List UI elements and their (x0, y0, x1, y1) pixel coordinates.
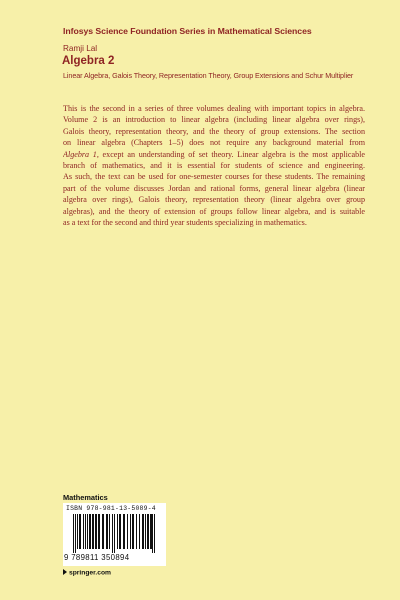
barcode-bar (85, 514, 86, 549)
barcode-guard-bar (73, 514, 74, 553)
description-line: branch of mathematics, and it is essential for students of science and engineering. (63, 161, 365, 171)
series-title: Infosys Science Foundation Series in Mathematical Sciences (63, 26, 312, 36)
description-line-with-italic (63, 149, 365, 160)
barcode-bar (83, 514, 84, 549)
description-line: as a text for the second and third year students specializing in mathematics. (63, 218, 307, 228)
author-name: Ramji Lal (63, 44, 98, 53)
publisher-url: springer.com (69, 569, 111, 577)
description-line-remainder: , except an understanding of set theory. Linear algebra is the most applicable (96, 149, 365, 159)
barcode-bar (98, 514, 100, 549)
barcode-bar (77, 514, 78, 549)
description-line: As such, the text can be used for one-semester courses for these students. The remaining (63, 172, 365, 182)
barcode-bar (127, 514, 128, 549)
barcode-bar (92, 514, 94, 549)
barcode-bar (139, 514, 140, 549)
barcode-bar (123, 514, 125, 549)
barcode-bar (109, 514, 110, 549)
description-line: algebras), and the theory of extension of groups follow linear algebra, and is suitable (63, 206, 365, 216)
barcode-bar (145, 514, 146, 549)
description-line: This is the second in a series of three volumes dealing with important topics in algebra. (63, 104, 365, 113)
barcode-bar (136, 514, 137, 549)
book-subtitle: Linear Algebra, Galois Theory, Representation Theory, Group Extensions and Schur Multiplier (63, 71, 354, 80)
book-description (63, 103, 365, 228)
barcode-bar (132, 514, 134, 549)
barcode-guard-bar (112, 514, 113, 553)
description-line: part of the volume discusses Jordan and rational forms, general linear algebra (linear (63, 183, 365, 193)
barcode-bar (119, 514, 121, 549)
barcode-digits: 9 789811 350894 (64, 553, 130, 562)
barcode-bar (106, 514, 108, 549)
barcode-guard-bar (75, 514, 76, 553)
barcode-bar (102, 514, 104, 549)
barcode-bar (150, 514, 152, 549)
description-line: Galois theory, representation theory, and the theory of group extensions. The section (63, 126, 365, 136)
barcode-bar (89, 514, 91, 549)
barcode-image (66, 514, 163, 553)
barcode-bar (142, 514, 144, 549)
right-triangle-arrow-icon (63, 569, 67, 575)
isbn-label: ISBN 978-981-13-5089-4 (66, 505, 156, 512)
barcode-bar (117, 514, 118, 549)
barcode-guard-bar (114, 514, 115, 553)
barcode-bar (79, 514, 81, 549)
isbn-barcode-panel (63, 503, 166, 566)
barcode-bar (95, 514, 97, 549)
description-line: Volume 2 is an introduction to linear algebra (including linear algebra over rings), (63, 115, 365, 125)
description-line: algebra over rings), Galois theory, representation theory (linear algebra over group (63, 195, 365, 205)
description-line: on linear algebra (Chapters 1–5) does not require any background material from (63, 138, 365, 148)
subject-category: Mathematics (63, 493, 108, 502)
barcode-bar (130, 514, 131, 549)
publisher-link[interactable] (63, 569, 111, 577)
barcode-bar (87, 514, 88, 549)
barcode-guard-bar (152, 514, 153, 553)
barcode-bar (147, 514, 149, 549)
barcode-guard-bar (154, 514, 155, 553)
book-title: Algebra 2 (62, 55, 115, 67)
italic-book-reference: Algebra 1 (63, 149, 97, 159)
